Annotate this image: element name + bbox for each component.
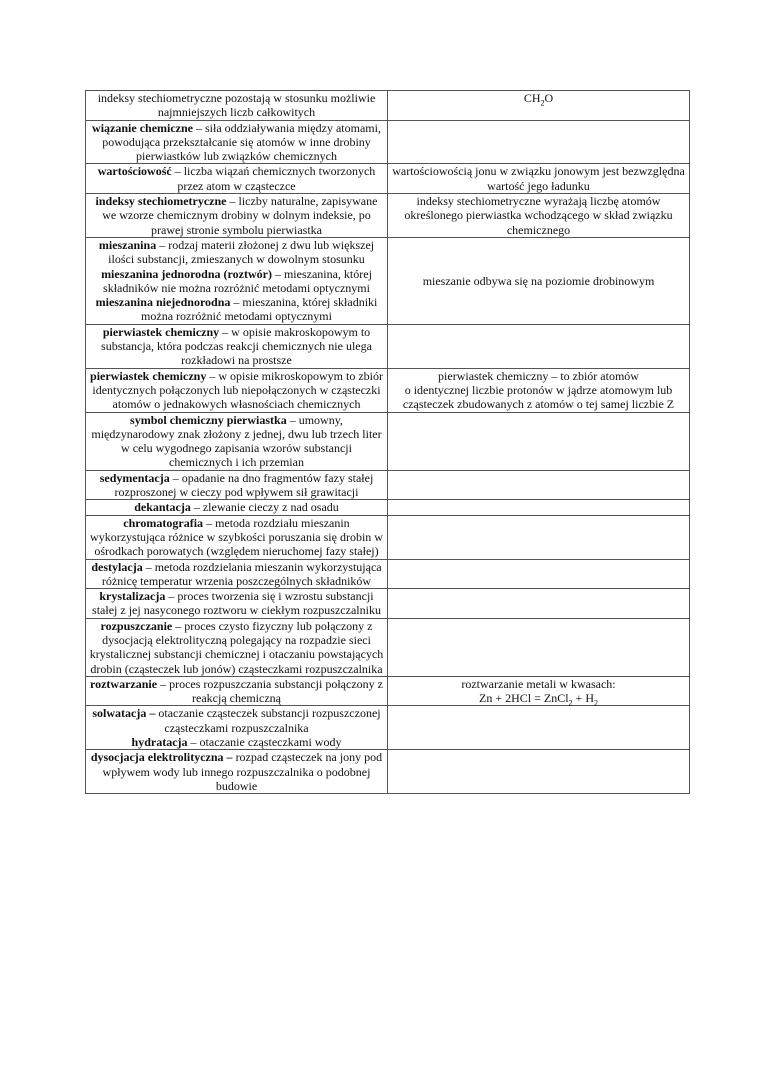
term: mieszanina niejednorodna [95, 295, 231, 310]
definition-text: – umowny, międzynarodowy znak złożony z jednej, dwu lub trzech liter w celu wygodnego zapisania wzorów substancji chemicznych i ich przemian [91, 412, 382, 470]
term: sedymentacja [99, 470, 170, 485]
term: mieszanina jednorodna (roztwór) [101, 266, 272, 281]
table-row [86, 706, 690, 750]
table-row [86, 237, 690, 324]
note-cell [388, 559, 690, 589]
equation [391, 691, 686, 708]
table-row [86, 194, 690, 238]
equation-subscript: 2 [593, 698, 598, 708]
definition-text: indeksy stechiometryczne pozostają w stosunku możliwie najmniejszych liczb całkowitych [97, 91, 376, 120]
note-text: o identycznej liczbie protonów w jądrze atomowym lub cząsteczek zbudowanych z atomów o tej samej liczbie Z [402, 382, 675, 412]
table-row [86, 559, 690, 589]
table-row [86, 164, 690, 194]
term: pierwiastek chemiczny [102, 324, 220, 339]
definition-text: otaczanie cząsteczek substancji rozpuszczonej cząsteczkami rozpuszczalnika [155, 706, 381, 735]
definition-text: – proces rozpuszczania substancji połączony z reakcją chemiczną [157, 676, 383, 706]
definition-text: – mieszanina, której składniki można rozróżnić metodami optycznymi [141, 295, 378, 324]
definition-cell [86, 237, 388, 324]
formula [523, 91, 554, 108]
definition-cell [86, 676, 388, 706]
definition-cell [86, 500, 388, 515]
table-row [86, 618, 690, 676]
note-cell [388, 120, 690, 164]
definition-cell [86, 164, 388, 194]
table-row [86, 120, 690, 164]
formula-subscript: 2 [540, 98, 545, 108]
note-text: wartościowością jonu w związku jonowym jest bezwzględna wartość jego ładunku [392, 164, 685, 193]
definition-text: – liczba wiązań chemicznych tworzonych przez atom w cząsteczce [171, 164, 376, 193]
definition-text: – mieszanina, której składników nie można rozróżnić metodami optycznymi [103, 266, 372, 295]
note-cell [388, 237, 690, 324]
table-row [86, 324, 690, 368]
term: rozpuszczanie [100, 618, 173, 633]
note-cell [388, 91, 690, 121]
definition-cell [86, 91, 388, 121]
definition-cell [86, 324, 388, 368]
note-text: roztwarzanie metali w kwasach: [461, 676, 616, 691]
note-text: indeksy stechiometryczne wyrażają liczbę atomów określonego pierwiastka wchodzącego w skład związku chemicznego [404, 194, 673, 237]
term: wiązanie chemiczne [92, 120, 193, 135]
term: dysocjacja elektrolityczna – [90, 750, 233, 765]
term: chromatografia [123, 515, 204, 530]
definition-cell [86, 120, 388, 164]
term: solwatacja – [92, 706, 156, 721]
definition-cell [86, 706, 388, 750]
definition-cell [86, 515, 388, 559]
definition-text: – opadanie na dno fragmentów fazy stałej rozproszonej w cieczy pod wpływem sił grawitacji [114, 470, 374, 500]
definition-cell [86, 750, 388, 794]
term: hydratacja [131, 735, 188, 750]
note-text: pierwiastek chemiczny – to zbiór atomów [438, 368, 639, 383]
table-row [86, 91, 690, 121]
term: indeksy stechiometryczne [95, 194, 227, 209]
definition-cell [86, 368, 388, 412]
paragraph [89, 706, 384, 735]
definition-text: – proces czysto fizyczny lub połączony z dysocjacją elektrolityczną polegający na rozpadzie sieci krystalicznej substancji chemicznej i otaczaniu powstających drobin (cząsteczek lub jonów) cząsteczkami rozpuszczalnika [89, 618, 384, 676]
table-row [86, 676, 690, 706]
table-row [86, 589, 690, 619]
equation-part: Zn + 2HCl = ZnCl [479, 691, 569, 706]
term: mieszanina [98, 237, 157, 252]
equation-part: + H [572, 691, 594, 706]
definition-cell [86, 618, 388, 676]
note-text: mieszanie odbywa się na poziomie drobinowym [422, 273, 655, 288]
table-row [86, 368, 690, 412]
definition-text: – w opisie makroskopowym to substancja, która podczas reakcji chemicznych nie ulega rozkładowi na prostsze [101, 324, 372, 368]
note-cell [388, 676, 690, 706]
paragraph [89, 238, 384, 267]
definition-cell [86, 412, 388, 470]
equation-subscript: 2 [568, 698, 573, 708]
table-row [86, 470, 690, 500]
term: destylacja [91, 559, 143, 574]
definition-text: – metoda rozdzielania mieszanin wykorzystująca różnicę temperatur wrzenia poszczególnych składników [101, 559, 382, 588]
paragraph [89, 295, 384, 324]
formula-part: O [544, 91, 554, 105]
definition-text: – rodzaj materii złożonej z dwu lub większej ilości substancji, zmieszanych w dowolnym stosunku [108, 237, 375, 267]
definition-text: – metoda rozdziału mieszanin wykorzystująca różnice w szybkości poruszania się drobin w ośrodkach porowatych (względem nieruchomej fazy stałej) [90, 515, 383, 559]
table-row [86, 515, 690, 559]
note-cell [388, 515, 690, 559]
note-cell [388, 368, 690, 412]
paragraph [89, 735, 384, 749]
table-row [86, 750, 690, 794]
note-cell [388, 194, 690, 238]
definition-cell [86, 470, 388, 500]
definition-text: – proces tworzenia się i wzrostu substancji stałej z jej nasyconego roztworu w ciekłym rozpuszczalniku [92, 589, 381, 618]
definition-text: – w opisie mikroskopowym to zbiór identycznych połączonych lub niepołączonych w cząsteczki atomów o jednakowych własnościach chemicznych [92, 368, 383, 412]
note-cell [388, 500, 690, 515]
table-row [86, 500, 690, 515]
definition-text: – zlewanie cieczy z nad osadu [190, 500, 339, 515]
term: krystalizacja [99, 589, 166, 604]
term: dekantacja [134, 500, 191, 515]
definition-text: – liczby naturalne, zapisywane we wzorze chemicznym drobiny w dolnym indeksie, po prawej stronie symbolu pierwiastka [102, 194, 378, 237]
note-cell [388, 706, 690, 750]
definitions-table [85, 90, 690, 794]
paragraph [89, 267, 384, 296]
definition-text: rozpad cząsteczek na jony pod wpływem wody lub innego rozpuszczalnika o podobnej budowie [102, 750, 383, 793]
definition-text: – siła oddziaływania między atomami, powodująca przekształcanie się atomów w inne drobiny pierwiastków lub związków chemicznych [102, 120, 381, 164]
note-cell [388, 618, 690, 676]
definition-cell [86, 559, 388, 589]
table-row [86, 412, 690, 470]
note-cell [388, 164, 690, 194]
formula-part: CH [523, 91, 541, 105]
term: wartościowość [97, 164, 172, 179]
definition-cell [86, 589, 388, 619]
note-cell [388, 589, 690, 619]
term: pierwiastek chemiczny [90, 368, 207, 383]
note-cell [388, 470, 690, 500]
note-cell [388, 412, 690, 470]
note-cell [388, 324, 690, 368]
note-cell [388, 750, 690, 794]
definition-cell [86, 194, 388, 238]
definition-text: – otaczanie cząsteczkami wody [187, 735, 342, 750]
term: roztwarzanie [89, 676, 158, 691]
term: symbol chemiczny pierwiastka [130, 412, 287, 427]
